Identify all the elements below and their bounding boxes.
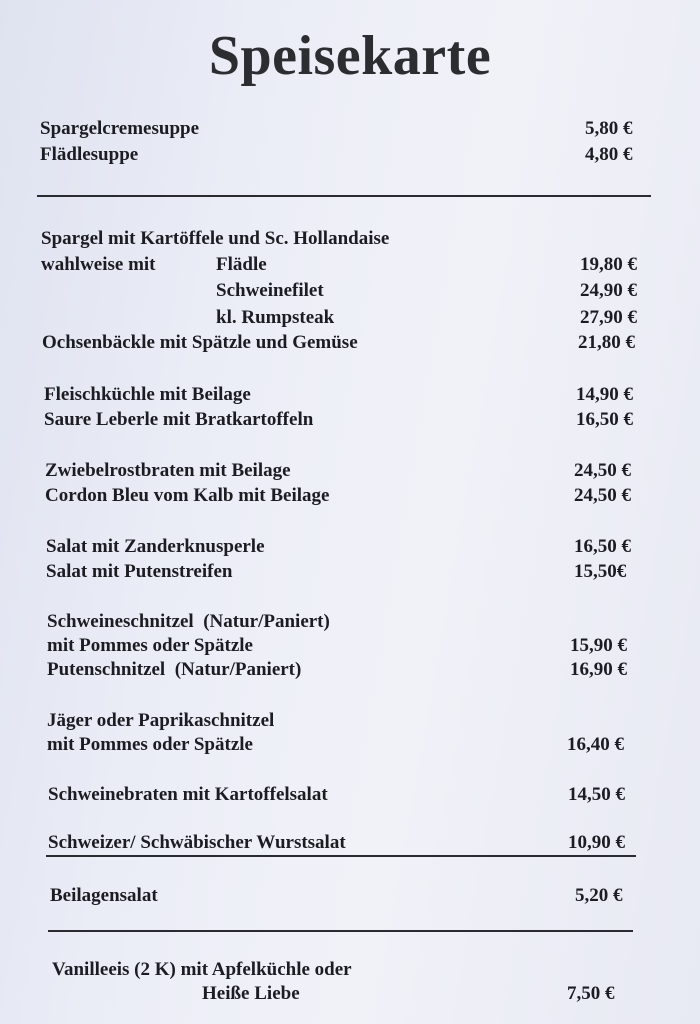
divider <box>46 855 636 857</box>
divider <box>48 930 633 932</box>
menu-item-price: 21,80 € <box>578 332 635 353</box>
menu-item-price: 16,40 € <box>567 734 624 755</box>
menu-item-name: Schweineschnitzel (Natur/Paniert) <box>47 611 330 632</box>
menu-item-subline: mit Pommes oder Spätzle <box>47 734 253 755</box>
menu-item-price: 14,90 € <box>576 384 633 405</box>
menu-item-name: Putenschnitzel (Natur/Paniert) <box>47 659 302 680</box>
option-price: 19,80 € <box>580 254 637 275</box>
menu-item-name: Flädlesuppe <box>40 144 139 165</box>
menu-item-price: 5,20 € <box>575 885 623 906</box>
option-name: Schweinefilet <box>216 280 324 301</box>
menu-item-name: Schweizer/ Schwäbischer Wurstsalat <box>48 832 346 853</box>
menu-item-name: Cordon Bleu vom Kalb mit Beilage <box>45 485 330 506</box>
option-name: kl. Rumpsteak <box>216 307 335 328</box>
menu-item-name: Jäger oder Paprikaschnitzel <box>47 710 275 731</box>
menu-item-price: 24,50 € <box>574 485 631 506</box>
menu-item-name: Schweinebraten mit Kartoffelsalat <box>48 784 328 805</box>
menu-item-price: 10,90 € <box>568 832 625 853</box>
option-name: Flädle <box>216 254 267 275</box>
menu-item-name: Spargelcremesuppe <box>40 118 200 139</box>
option-price: 24,90 € <box>580 280 637 301</box>
menu-item-price: 5,80 € <box>585 118 633 139</box>
menu-item-name: Salat mit Zanderknusperle <box>46 536 265 557</box>
divider <box>37 195 651 197</box>
menu-item-price: 7,50 € <box>567 983 615 1004</box>
menu-item-name: Beilagensalat <box>50 885 158 906</box>
menu-item-price: 16,90 € <box>570 659 627 680</box>
menu-item-price: 16,50 € <box>576 409 633 430</box>
menu-item-subline: Heiße Liebe <box>202 983 300 1004</box>
menu-item-name: Saure Leberle mit Bratkartoffeln <box>44 409 314 430</box>
menu-item-name: Zwiebelrostbraten mit Beilage <box>45 460 291 481</box>
menu-item-price: 16,50 € <box>574 536 631 557</box>
menu-item-price: 14,50 € <box>568 784 625 805</box>
menu-item-name: Vanilleeis (2 K) mit Apfelküchle oder <box>52 959 352 980</box>
choice-label: wahlweise mit <box>41 254 156 275</box>
menu-item-price: 4,80 € <box>585 144 633 165</box>
menu-item-price: 15,90 € <box>570 635 627 656</box>
menu-item-price: 24,50 € <box>574 460 631 481</box>
menu-item-name: Ochsenbäckle mit Spätzle und Gemüse <box>42 332 358 353</box>
menu-item-name: Salat mit Putenstreifen <box>46 561 233 582</box>
menu-item-subline: mit Pommes oder Spätzle <box>47 635 253 656</box>
menu-item-price: 15,50€ <box>574 561 627 582</box>
option-price: 27,90 € <box>580 307 637 328</box>
menu-item-name: Spargel mit Kartöffele und Sc. Hollandaise <box>41 228 390 249</box>
page-title: Speisekarte <box>208 25 492 87</box>
menu-item-name: Fleischküchle mit Beilage <box>44 384 251 405</box>
